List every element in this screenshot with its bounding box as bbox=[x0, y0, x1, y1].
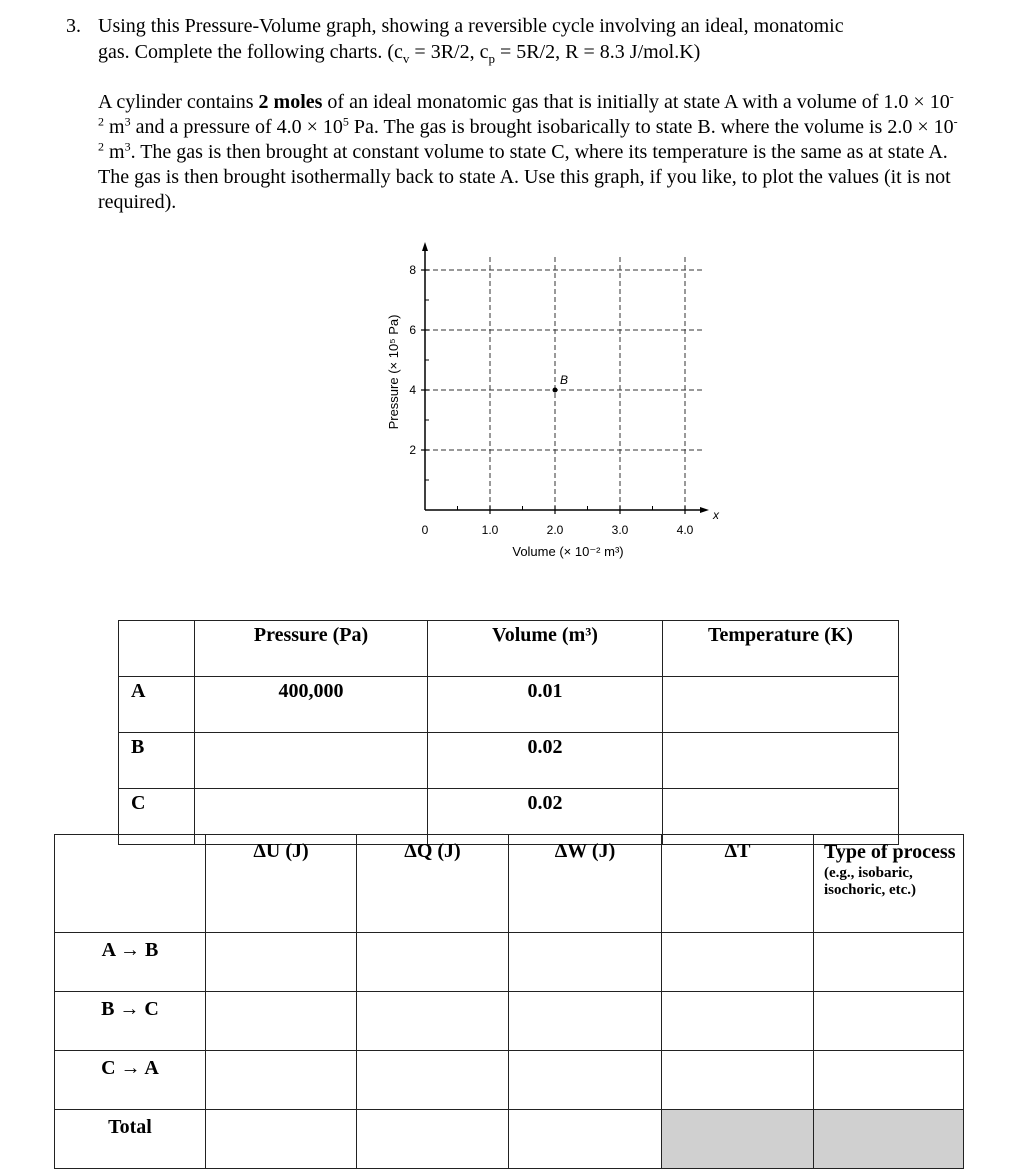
state-row-a bbox=[119, 677, 899, 733]
y-tick-label: 4 bbox=[409, 383, 416, 397]
process-header-du: ΔU (J) bbox=[206, 835, 357, 933]
dw-cell[interactable] bbox=[509, 933, 662, 992]
para-text: of an ideal monatomic gas that is initially at state A with a volume of 1.0 × 10 bbox=[322, 91, 950, 113]
intro-line-2-pre: gas. Complete the following charts. (c bbox=[98, 41, 403, 63]
volume-cell[interactable]: 0.02 bbox=[428, 789, 663, 845]
x-tick-label: 3.0 bbox=[611, 523, 629, 537]
process-label: Total bbox=[55, 1110, 206, 1169]
pressure-cell[interactable]: 400,000 bbox=[195, 677, 428, 733]
intro-line-1: Using this Pressure-Volume graph, showing a reversible cycle involving an ideal, monatomic bbox=[98, 15, 844, 37]
dq-cell[interactable] bbox=[357, 933, 509, 992]
dt-cell[interactable] bbox=[662, 992, 814, 1051]
para-moles: 2 moles bbox=[258, 91, 323, 113]
para-text: m bbox=[104, 116, 125, 138]
cv-equation: = 3R/2, c bbox=[409, 41, 489, 63]
dq-cell[interactable] bbox=[357, 1051, 509, 1110]
type-header-main: Type of process bbox=[824, 841, 956, 863]
x-axis-arrow bbox=[700, 507, 709, 513]
pressure-cell[interactable] bbox=[195, 733, 428, 789]
para-text: m bbox=[104, 141, 125, 163]
x-tick-label: 4.0 bbox=[676, 523, 694, 537]
state-header-temperature: Temperature (K) bbox=[663, 621, 899, 677]
type-cell[interactable] bbox=[814, 933, 964, 992]
para-exponent: -2 bbox=[98, 89, 954, 129]
y-axis-arrow bbox=[422, 242, 428, 251]
temperature-cell[interactable] bbox=[663, 733, 899, 789]
para-text: and a pressure of 4.0 × 10 bbox=[130, 116, 343, 138]
para-exponent: -2 bbox=[98, 114, 958, 154]
origin-label: 0 bbox=[421, 523, 429, 537]
process-header-dw: ΔW (J) bbox=[509, 835, 662, 933]
para-exponent: 3 bbox=[124, 114, 131, 129]
process-header-blank bbox=[55, 835, 206, 933]
volume-cell[interactable]: 0.01 bbox=[428, 677, 663, 733]
process-header-dt: ΔT bbox=[662, 835, 814, 933]
volume-cell[interactable]: 0.02 bbox=[428, 733, 663, 789]
state-row-b bbox=[119, 733, 899, 789]
process-table bbox=[54, 834, 964, 1169]
state-table-header bbox=[119, 621, 899, 677]
para-exponent: 3 bbox=[124, 139, 131, 154]
du-cell[interactable] bbox=[206, 1051, 357, 1110]
question-number: 3. bbox=[66, 15, 81, 37]
process-label: C → A bbox=[55, 1051, 206, 1110]
type-cell[interactable] bbox=[814, 1051, 964, 1110]
dt-cell[interactable] bbox=[662, 933, 814, 992]
y-axis-title: Pressure (× 10⁵ Pa) bbox=[386, 314, 401, 430]
process-header-dq: ΔQ (J) bbox=[357, 835, 509, 933]
dw-cell[interactable] bbox=[509, 1051, 662, 1110]
du-cell[interactable] bbox=[206, 933, 357, 992]
state-header-volume: Volume (m³) bbox=[428, 621, 663, 677]
para-text: . The gas is then brought at constant volume to state C, where its temperature is the same as at state A. The gas is then brought isothermally back to state A. Use this graph, if you like, to plot the values (it is not required). bbox=[98, 141, 951, 213]
x-axis-title: Volume (× 10⁻² m³) bbox=[512, 544, 624, 559]
state-header-blank bbox=[119, 621, 195, 677]
process-table-header bbox=[55, 835, 964, 933]
para-text: Pa. The gas is brought isobarically to state B. where the volume is 2.0 × 10 bbox=[348, 116, 954, 138]
dq-cell[interactable] bbox=[357, 992, 509, 1051]
state-label: C bbox=[119, 789, 195, 845]
cv-subscript: v bbox=[402, 51, 410, 66]
y-tick-label: 8 bbox=[409, 263, 416, 277]
dw-cell[interactable] bbox=[509, 992, 662, 1051]
du-cell[interactable] bbox=[206, 992, 357, 1051]
process-label: B → C bbox=[55, 992, 206, 1051]
para-text: A cylinder contains bbox=[98, 91, 259, 113]
y-tick-label: 2 bbox=[409, 443, 416, 457]
para-exponent: 5 bbox=[342, 114, 349, 129]
x-axis-end-label: x bbox=[713, 508, 719, 522]
y-tick-label: 6 bbox=[409, 323, 416, 337]
cp-subscript: p bbox=[488, 51, 495, 66]
process-row-c-a bbox=[55, 1051, 964, 1110]
data-point-b bbox=[553, 388, 558, 393]
state-header-pressure: Pressure (Pa) bbox=[195, 621, 428, 677]
type-header-sub: (e.g., isobaric, isochoric, etc.) bbox=[824, 865, 917, 898]
x-tick-label: 2.0 bbox=[546, 523, 564, 537]
state-table bbox=[118, 620, 899, 845]
state-label: B bbox=[119, 733, 195, 789]
dt-cell[interactable] bbox=[662, 1051, 814, 1110]
question-intro bbox=[98, 13, 978, 65]
axis-ticks bbox=[409, 263, 693, 537]
x-tick-label: 1.0 bbox=[481, 523, 499, 537]
cp-equation: = 5R/2, R = 8.3 J/mol.K) bbox=[494, 41, 701, 63]
pv-graph bbox=[370, 232, 750, 572]
problem-paragraph bbox=[98, 90, 958, 215]
process-header-type bbox=[814, 835, 964, 933]
process-label: A → B bbox=[55, 933, 206, 992]
state-label: A bbox=[119, 677, 195, 733]
data-point-label: B bbox=[560, 373, 569, 387]
process-row-a-b bbox=[55, 933, 964, 992]
type-cell[interactable] bbox=[814, 992, 964, 1051]
temperature-cell[interactable] bbox=[663, 677, 899, 733]
process-row-b-c bbox=[55, 992, 964, 1051]
